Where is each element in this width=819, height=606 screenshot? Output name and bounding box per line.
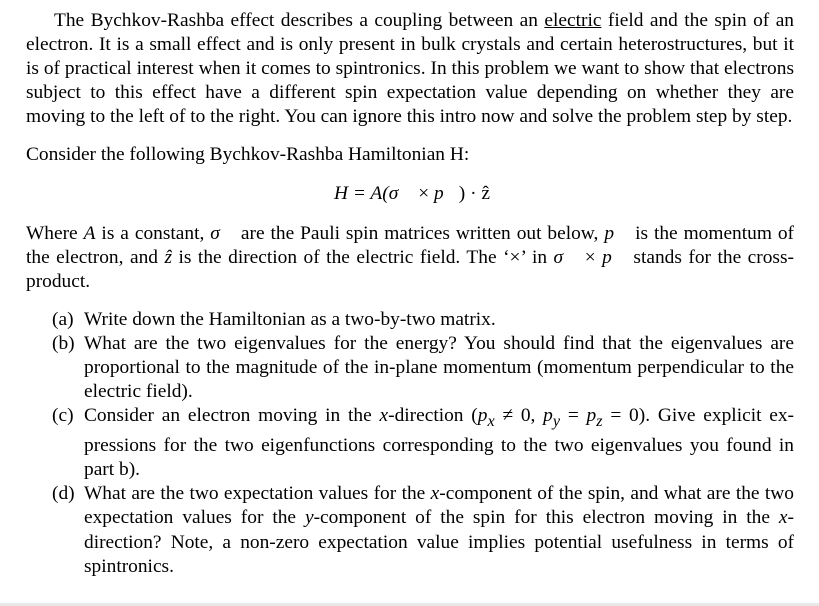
part-c-pz-sub: z	[596, 413, 603, 431]
part-label: (d)	[52, 483, 75, 505]
problem-document	[26, 9, 794, 579]
equation-lhs: H = A(	[333, 182, 389, 204]
part-c-text-2: -direction (	[388, 405, 478, 427]
where-paragraph	[26, 222, 794, 294]
intro-text-rest: field and the spin of an electron. It is a small effect and is only present in bulk crystals and certain heterostructures, but it is of practical interest when it comes to spintronics. In this problem we want to show that electrons subject to this effect have a different spin expectation value depending on whether they are moving to the left of to the right. You can ignore this intro now and solve the problem step by step.	[26, 10, 794, 128]
part-text: Write down the Hamiltonian as a two-by-two matrix.	[84, 308, 496, 330]
intro-paragraph	[26, 9, 794, 129]
hamiltonian-equation	[26, 182, 794, 208]
where-symbol-sigma-2: σ⃗	[553, 246, 579, 268]
part-d-text-1: What are the two expectation values for the	[84, 483, 431, 505]
where-text-3: are the Pauli spin matrices written out below,	[234, 222, 605, 244]
part-label: (a)	[52, 308, 74, 330]
equation-sigma: σ⃗	[388, 182, 414, 204]
part-d-text-2: -component of the spin, and what are the two expectation values for the	[84, 483, 794, 529]
where-symbol-z: ẑ	[164, 246, 173, 268]
where-text-6: stands for the cross-product.	[26, 246, 794, 292]
intro-text-start: The Bychkov-Rashba effect describes a coupling between an	[54, 10, 538, 31]
question-part-a	[26, 308, 794, 332]
where-text-2: is a constant,	[95, 222, 211, 244]
part-c-py: p	[543, 405, 553, 427]
equation-rhs: ) · ẑ	[458, 182, 491, 204]
part-label: (c)	[52, 405, 74, 427]
equation-p: p⃗	[434, 182, 459, 204]
part-text	[84, 482, 794, 578]
part-d-text-3: -component of the spin for this electron moving in the	[313, 507, 779, 529]
consider-line: Consider the following Bychkov-Rashba Hamiltonian H:	[26, 144, 470, 166]
part-d-x-2: x	[778, 507, 788, 529]
where-cross: ×	[578, 246, 603, 268]
where-text-4: is the momentum of the electron, and	[26, 222, 795, 268]
where-symbol-p: p⃗	[604, 222, 630, 244]
where-symbol-sigma: σ⃗	[210, 222, 235, 244]
part-c-eq: =	[560, 405, 587, 427]
where-text-5: is the direction of the electric field. The ‘×’ in	[172, 246, 554, 268]
question-parts-list	[26, 308, 794, 579]
part-text	[84, 404, 794, 482]
part-c-neq: ≠ 0,	[494, 405, 544, 427]
part-c-px-sub: x	[487, 413, 495, 431]
question-part-c	[26, 404, 794, 482]
question-part-b	[26, 332, 794, 404]
part-label: (b)	[52, 332, 75, 354]
part-c-text-3: = 0). Give explicit ex-pressions for the two eigenfunctions corresponding to the two eigenvalues you found in part b).	[84, 405, 795, 481]
where-symbol-a: A	[83, 222, 96, 244]
part-text: What are the two eigenvalues for the energy? You should find that the eigenvalues are proportional to the magnitude of the in-plane momentum (momentum perpendicular to the electric field).	[84, 332, 794, 403]
question-part-d	[26, 482, 794, 578]
part-c-pz: p	[586, 405, 597, 427]
where-text-1: Where	[26, 222, 84, 244]
part-d-x: x	[430, 483, 440, 505]
intro-underlined-word: electric	[544, 10, 602, 31]
part-c-py-sub: y	[552, 413, 561, 431]
equation-cross: ×	[413, 182, 435, 204]
part-d-text-4: -direction? Note, a non-zero expectation value implies potential usefulness in terms of spintronics.	[84, 507, 794, 577]
part-c-text-1: Consider an electron moving in the	[84, 405, 380, 427]
part-c-x: x	[379, 405, 389, 427]
part-c-px: p	[477, 405, 488, 427]
where-symbol-p-2: p⃗	[602, 246, 627, 268]
part-d-y: y	[304, 507, 314, 529]
